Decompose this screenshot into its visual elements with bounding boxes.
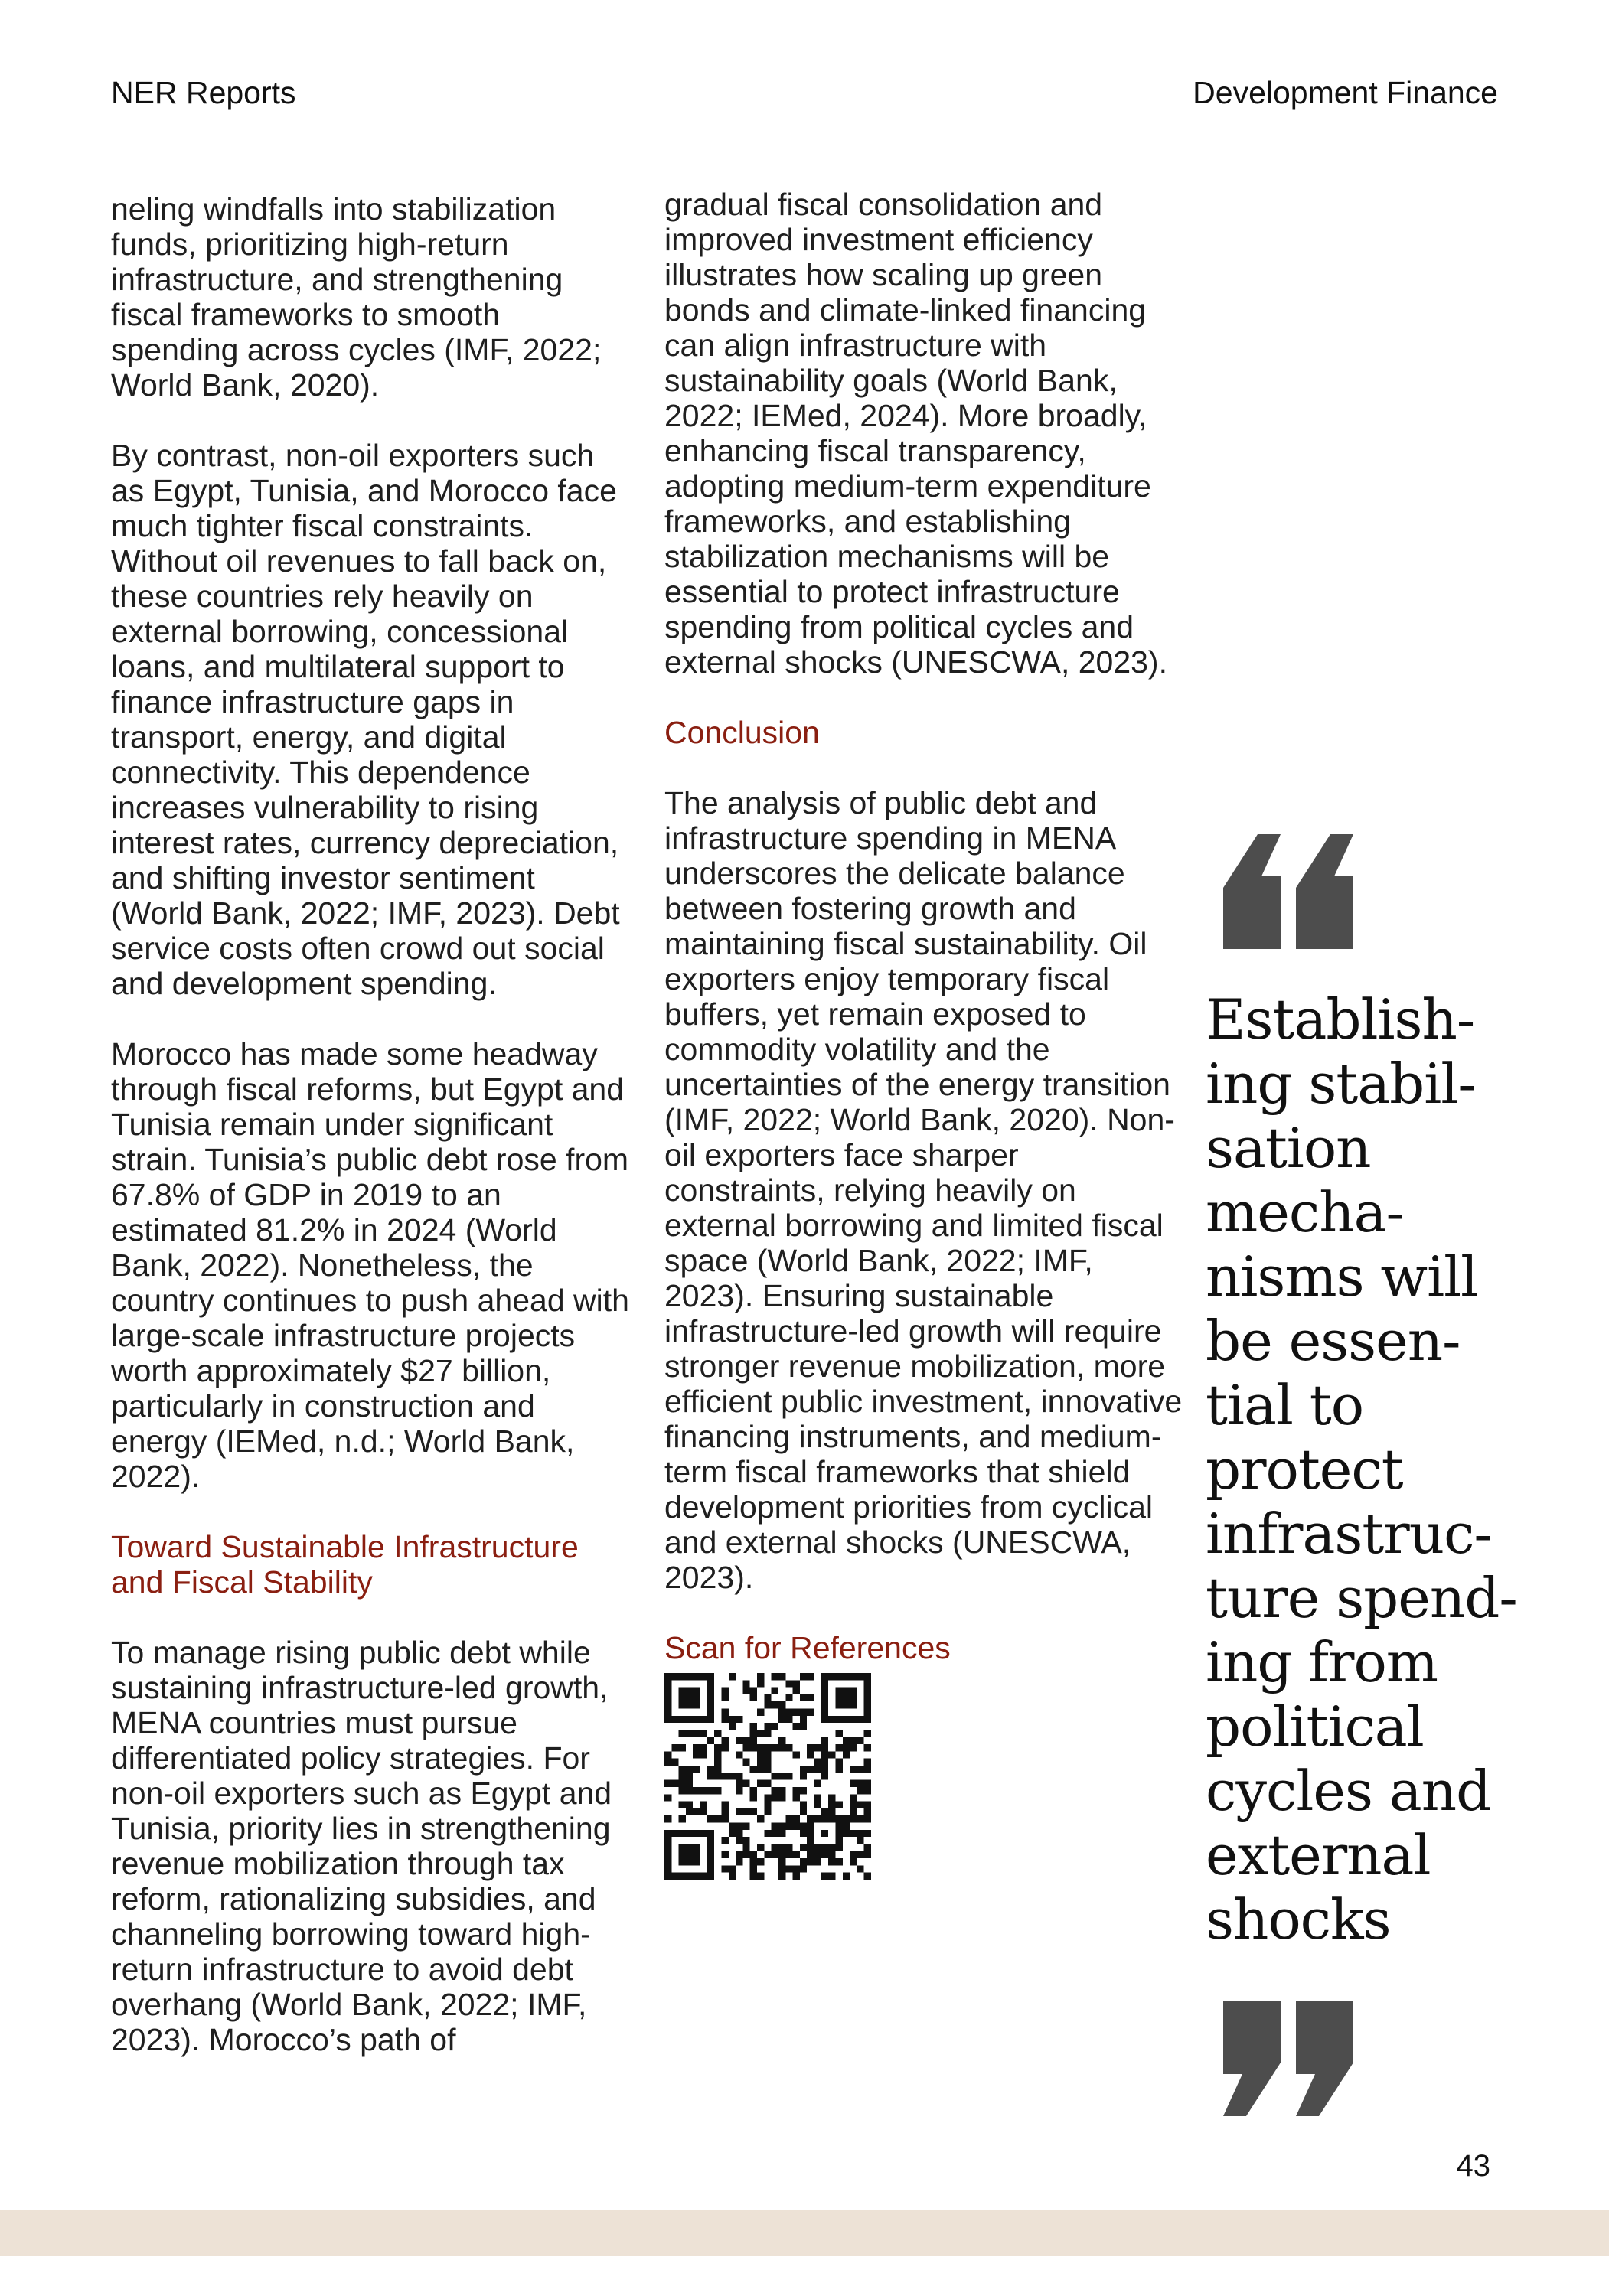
- pull-quote-line: sation: [1206, 1116, 1371, 1180]
- pull-quote-line: political: [1206, 1694, 1424, 1759]
- close-quote-icon: [1208, 2001, 1369, 2116]
- running-header-left: NER Reports: [111, 75, 296, 110]
- paragraph: By contrast, non-oil exporters such as Egypt, Tunisia, and Morocco face much tighter fiscal constraints. Without oil revenues to fall back on, these countries rely heavily on external borrowing, concessional loans, and multilateral support to finance infrastructure gaps in transport, energy, and digital connectivity. This dependence increases vulnerability to rising interest rates, currency depreciation, and shifting investor sentiment (World Bank, 2022; IMF, 2023). Debt service costs often crowd out social and development spending.: [111, 438, 620, 1001]
- pull-quote: [1206, 987, 1527, 1952]
- pull-quote-line: mecha-: [1206, 1180, 1404, 1244]
- conclusion-heading: Conclusion: [664, 715, 820, 750]
- qr-code-icon[interactable]: [664, 1673, 871, 1880]
- pull-quote-line: protect: [1206, 1437, 1403, 1502]
- pull-quote-line: ture spend-: [1206, 1566, 1517, 1630]
- pull-quote-line: cycles and: [1206, 1759, 1491, 1823]
- text-column-left: [111, 191, 632, 2057]
- open-quote-icon: [1208, 834, 1369, 949]
- paragraph: neling windfalls into stabilization funds, prioritizing high-return infrastructure, and strengthening fiscal frameworks to smooth spending across cycles (IMF, 2022; World Bank, 2020).: [111, 191, 602, 403]
- running-header-right: Development Finance: [1193, 75, 1498, 110]
- page-number: 43: [1456, 2149, 1490, 2183]
- pull-quote-line: infrastruc-: [1206, 1502, 1492, 1566]
- paragraph: gradual fiscal consolidation and improved investment efficiency illustrates how scaling up green bonds and climate-linked financing can align infrastructure with sustainability goals (World Bank, 2022; IEMed, 2024). More broadly, enhancing fiscal transparency, adopting medium-term expenditure frameworks, and establishing stabilization mechanisms will be essential to protect infrastructure spending from political cycles and external shocks (UNESCWA, 2023).: [664, 187, 1167, 680]
- pull-quote-line: nisms will: [1206, 1244, 1478, 1309]
- footer-band: [0, 2210, 1609, 2256]
- paragraph: To manage rising public debt while sustaining infrastructure-led growth, MENA countries must pursue differentiated policy strategies. For non-oil exporters such as Egypt and Tunisia, priority lies in strengthening revenue mobilization through tax reform, rationalizing subsidies, and channeling borrowing toward high-return infrastructure to avoid debt overhang (World Bank, 2022; IMF, 2023). Morocco’s path of: [111, 1635, 612, 2057]
- text-column-middle: [664, 187, 1185, 1880]
- pull-quote-line: external: [1206, 1823, 1431, 1887]
- pull-quote-line: tial to: [1206, 1373, 1364, 1437]
- paragraph: Morocco has made some headway through fiscal reforms, but Egypt and Tunisia remain under significant strain. Tunisia’s public debt rose from 67.8% of GDP in 2019 to an estimated 81.2% in 2024 (World Bank, 2022). Nonetheless, the country continues to push ahead with large-scale infrastructure projects worth approximately $27 billion, particularly in construction and energy (IEMed, n.d.; World Bank, 2022).: [111, 1036, 629, 1494]
- paragraph: The analysis of public debt and infrastructure spending in MENA underscores the delicate balance between fostering growth and maintaining fiscal sustainability. Oil exporters enjoy temporary fiscal buffers, yet remain exposed to commodity volatility and the uncertainties of the energy transition (IMF, 2022; World Bank, 2020). Non-oil exporters face sharper constraints, relying heavily on external borrowing and limited fiscal space (World Bank, 2022; IMF, 2023). Ensuring sustainable infrastructure-led growth will require stronger revenue mobilization, more efficient public investment, innovative financing instruments, and medium-term fiscal frameworks that shield development priorities from cyclical and external shocks (UNESCWA, 2023).: [664, 785, 1183, 1595]
- section-heading: Toward Sustainable Infrastructure and Fiscal Stability: [111, 1529, 579, 1600]
- pull-quote-line: be essen-: [1206, 1309, 1461, 1373]
- pull-quote-line: Establish-: [1206, 987, 1475, 1052]
- pull-quote-line: ing stabil-: [1206, 1052, 1476, 1116]
- pull-quote-line: shocks: [1206, 1887, 1391, 1952]
- pull-quote-line: ing from: [1206, 1630, 1438, 1694]
- references-label: Scan for References: [664, 1630, 951, 1665]
